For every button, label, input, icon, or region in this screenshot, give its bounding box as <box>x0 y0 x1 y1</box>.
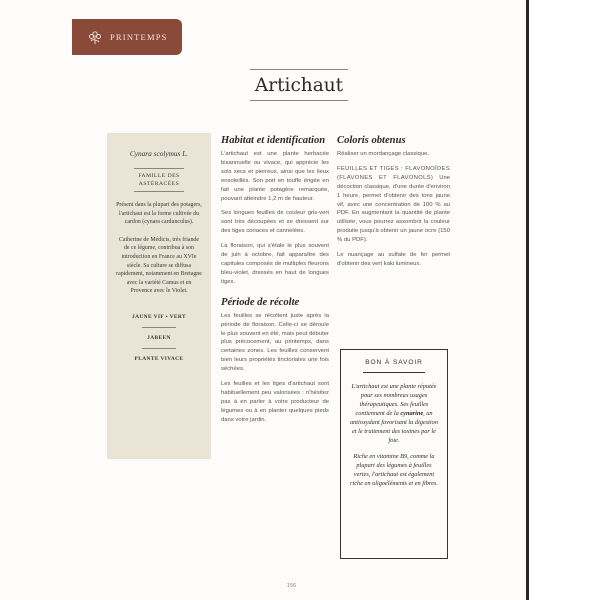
heading-harvest: Période de récolte <box>221 296 300 308</box>
family-line-2: ASTÉRACÉES <box>138 181 180 187</box>
box-para-1 <box>349 382 439 445</box>
sidebar-para-2: Catherine de Médicis, très friande de ce légume, contribua à son introduction en France au XVIe siècle. Sa culture se diffusa rapidement, notamment en Bretagne avec la variété Camus et en Provence avec le Violet. <box>116 236 202 295</box>
harvest-para-1: Les feuilles se récoltent juste après la période de floraison. Celle-ci se déroule le plus souvent en été, mais peut débuter plus précocement, au printemps, dans certaines zones. Les feuilles conservent bien leurs propriétés tinctoriales une fois séchées. <box>221 312 329 373</box>
flower-icon <box>86 28 104 46</box>
sidebar-tags <box>116 314 202 362</box>
season-tab-label: PRINTEMPS <box>110 32 168 42</box>
box-para-1-start: L'artichaut est une plante réputée pour ses nombreux usages thérapeutiques. Ses feuilles contiennent de la <box>351 383 437 417</box>
title-block <box>250 69 348 101</box>
tag-divider <box>142 348 176 349</box>
habitat-para-1: L'artichaut est une plante herbacée bisannuelle ou vivace, qui apprécie les sols secs et pierreux, ainsi que les lieux ensoleillés. Son port en touffe érigée en fait une plante potagère remarquée, pouvant atteindre 1,2 m de hauteur. <box>221 151 329 202</box>
colors-para-2 <box>337 165 450 245</box>
tag-divider <box>142 327 176 328</box>
tag-type: PLANTE VIVACE <box>134 355 184 362</box>
latin-name: Cynara scolymus L. <box>129 149 189 158</box>
box-para-1-end: , un antioxydant favorisant la digestion et le traitement des toxines par le foie. <box>350 410 438 444</box>
page-margin <box>529 0 600 600</box>
habitat-para-2: Ses longues feuilles de couleur gris-vert sont très découpées et se dressent sur des tiges coriaces et cannelées. <box>221 210 329 235</box>
good-to-know-box <box>340 349 448 559</box>
colors-para-2-text: Une décoction classique, d'une durée d'environ 1 heure, permet d'obtenir des tons jaune vif, avec une concentration de 100 % au PDF. En augmentant la quantité de plante utilisée, vous pourrez assombrir la couleur produite jusqu'à obtenir un jaune ocre (150 % du PDF). <box>337 174 450 244</box>
title-rule-bottom <box>250 100 348 101</box>
heading-habitat: Habitat et identification <box>221 135 326 146</box>
habitat-para-3: La floraison, qui s'étale le plus souvent de juin à octobre, fait apparaître des capitules composés de multiples fleurons bleu-violet, dressés en haut de longues tiges. <box>221 243 329 285</box>
colors-para-3: Le nuançage au sulfate de fer permet d'obtenir des vert kaki lumineux. <box>337 252 450 267</box>
column-colors <box>337 135 450 275</box>
harvest-para-2: Les feuilles et les tiges d'artichaut sont habituellement peu valorisées : n'hésitez pas à en parler à votre producteur de légumes ou à en planter quelques pieds dans votre jardin. <box>221 381 329 423</box>
column-habitat <box>221 135 329 431</box>
season-tab <box>72 19 182 55</box>
colors-parts-label: FEUILLES ET TIGES : FLAVONOÏDES (FLAVONES ET FLAVONOLS) <box>337 165 450 181</box>
family-label <box>134 168 184 192</box>
heading-colors: Coloris obtenus <box>337 135 406 146</box>
tag-variety: JABEEN <box>147 334 171 341</box>
box-para-2: Riche en vitamine B9, comme la plupart des légumes à feuilles vertes, l'artichaut est également riche en oligoéléments et en fibres. <box>350 453 438 487</box>
sidebar-panel <box>107 133 211 459</box>
page-title: Artichaut <box>254 75 344 96</box>
box-cynarine: cynarine <box>400 410 424 417</box>
tag-colors: JAUNE VIF • VERT <box>132 313 186 320</box>
page-number: 156 <box>287 583 297 589</box>
box-title-rule <box>363 372 425 373</box>
sidebar-para-1: Présent dans la plupart des potagers, l'artichaut est la forme cultivée du cardon (cynara cardunculus). <box>116 202 202 226</box>
colors-para-1: Réaliser un mordançage classique. <box>337 151 430 157</box>
family-line-1: FAMILLE DES <box>138 173 180 179</box>
box-title: BON À SAVOIR <box>365 359 423 366</box>
